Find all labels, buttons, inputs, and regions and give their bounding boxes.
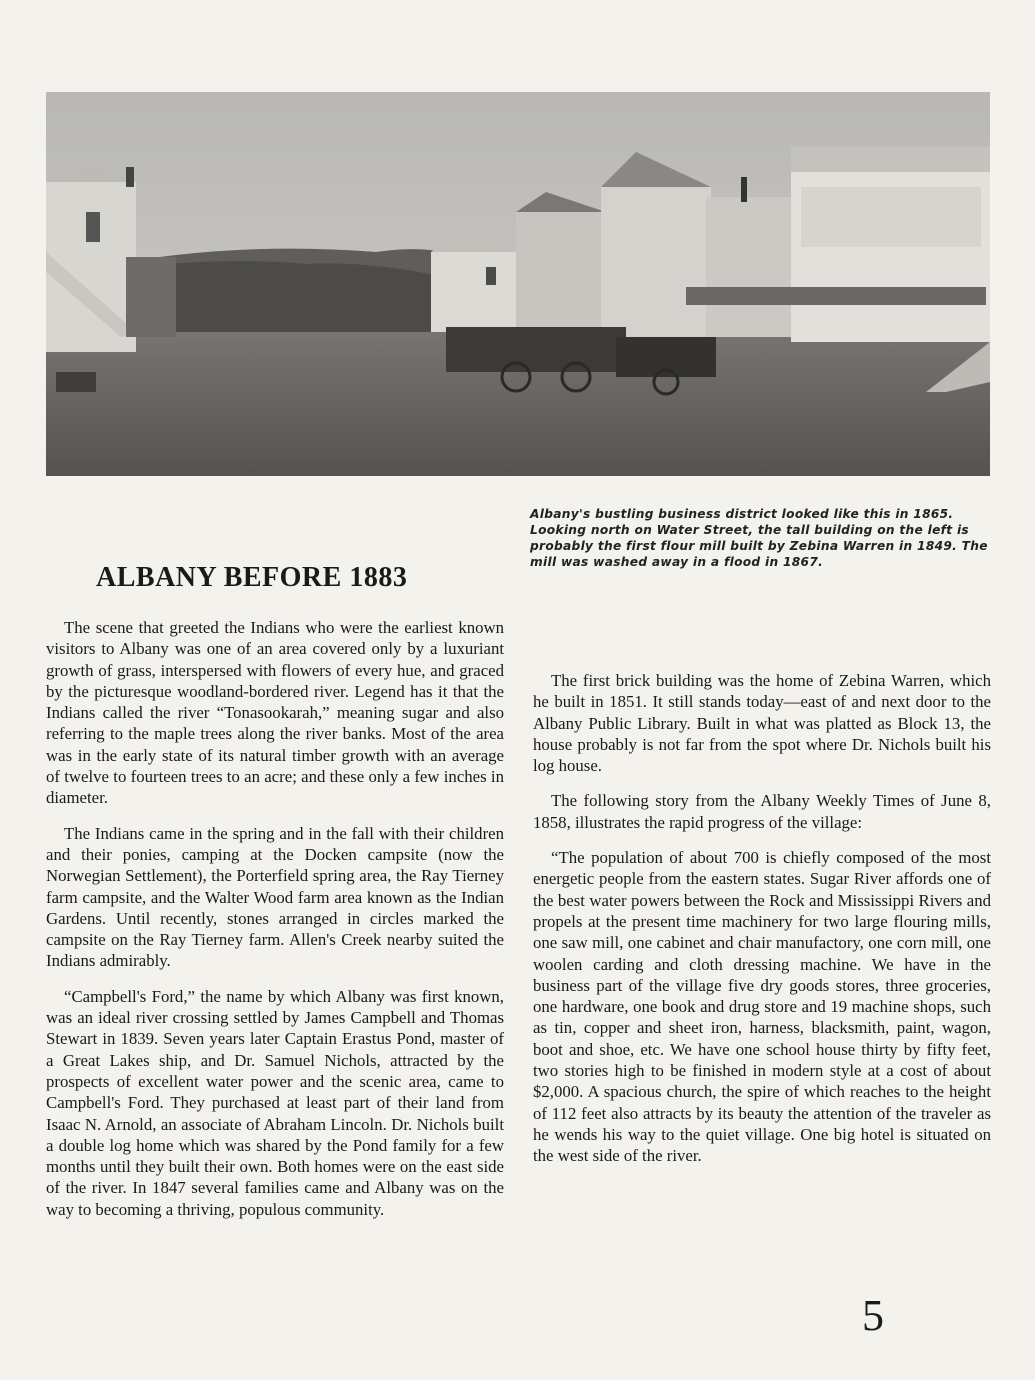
paragraph: The Indians came in the spring and in the fall with their children and their ponies, camping at the Docken campsite (now the Norwegian Settlement), the Porterfield spring area, the Ray Tierney farm campsite, and the Walter Wood farm area known as the Indian Gardens. Until recently, stones arranged in circles marked the campsite on the Ray Tierney farm. Allen's Creek nearby suited the Indians admirably. — [46, 823, 504, 971]
paragraph: The scene that greeted the Indians who were the earliest known visitors to Albany was one of an area covered only by a luxuriant growth of grass, interspersed with flowers of every hue, and graced by the picturesque woodland-bordered river. Legend has it that the Indians called the river “Tonasookarah,” meaning sugar and also referring to the maple trees along the river banks. Most of the area was in the early state of its natural timber growth with an average of twelve to fourteen trees to an acre; and these only a few inches in diameter. — [46, 618, 504, 808]
right-column — [533, 670, 991, 1181]
article-title: ALBANY BEFORE 1883 — [96, 562, 408, 593]
paragraph: “The population of about 700 is chiefly composed of the most energetic people from the eastern states. Sugar River affords one of the best water powers between the Rock and Mississippi Rivers and propels at the present time machinery for two large flouring mills, one saw mill, one cabinet and chair manufactory, one corn mill, one woolen carding and cloth dressing machine. We have in the business part of the village five dry goods stores, three groceries, one hardware, one book and drug store and 19 machine shops, such as tin, copper and sheet iron, harness, blacksmith, paint, wagon, boot and shoe, etc. We have one school house thirty by fifty feet, two stories high to be finished in modern style at a cost of about $2,000. A spacious church, the spire of which reaches to the height of 112 feet also attracts by its beauty the attention of the traveler as he wends his way to the quiet village. One big hotel is situated on the west side of the river. — [533, 848, 991, 1166]
photo-caption: Albany's bustling business district looked like this in 1865. Looking north on Water Street, the tall building on the left is probably the first flour mill built by Zebina Warren in 1849. The mill was washed away in a flood in 1867. — [530, 507, 988, 569]
page-number: 5 — [862, 1291, 884, 1340]
historic-street-photo — [46, 92, 990, 476]
paragraph: The following story from the Albany Weekly Times of June 8, 1858, illustrates the rapid progress of the village: — [533, 791, 991, 832]
paragraph: “Campbell's Ford,” the name by which Albany was first known, was an ideal river crossing settled by James Campbell and Thomas Stewart in 1839. Seven years later Captain Erastus Pond, master of a Great Lakes ship, and Dr. Samuel Nichols, attracted by the prospects of excellent water power and the scenic area, came to Campbell's Ford. They purchased at least part of their land from Isaac N. Arnold, an associate of Abraham Lincoln. Dr. Nichols built a double log home which was shared by the Pond family for a few months until they built their own. Both homes were on the east side of the river. In 1847 several families came and Albany was on the way to becoming a thriving, populous community. — [46, 986, 504, 1219]
left-column — [46, 617, 504, 1234]
photo-illustration — [46, 92, 990, 476]
paragraph: The first brick building was the home of Zebina Warren, which he built in 1851. It still stands today—east of and next door to the Albany Public Library. Built in what was platted as Block 13, the house probably is not far from the spot where Dr. Nichols built his log house. — [533, 671, 991, 776]
